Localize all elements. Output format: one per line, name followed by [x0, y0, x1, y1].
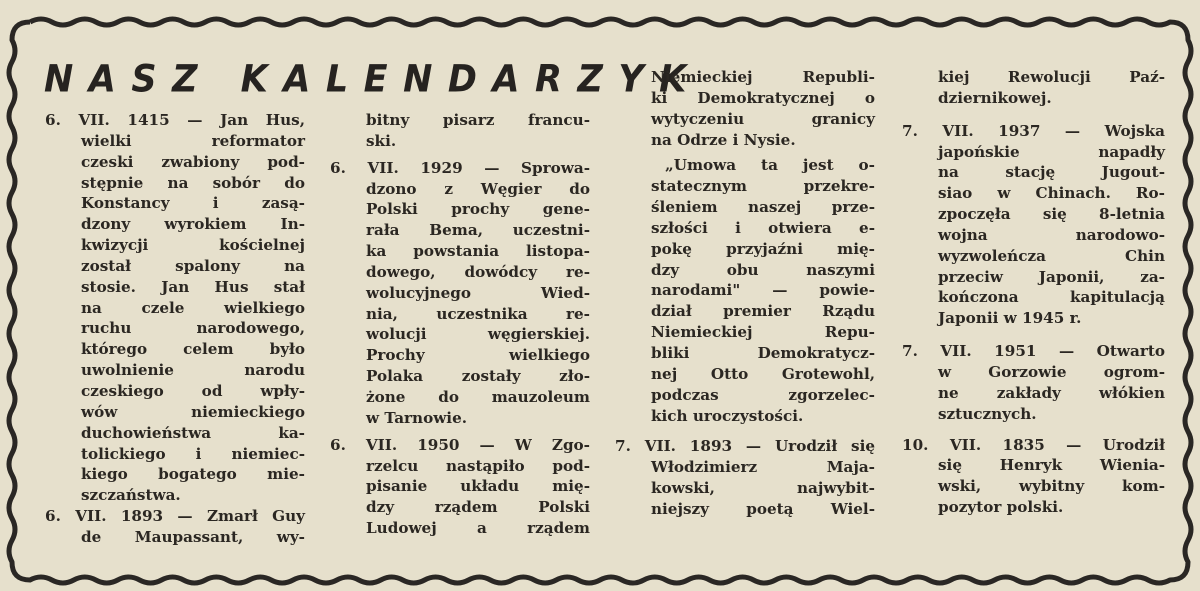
- page-title: NASZ KALENDARZYK: [44, 58, 702, 102]
- entry-text-line: wytyczeniu granicy: [651, 109, 875, 128]
- calendar-entry: [615, 436, 875, 519]
- entry-text-line: dzy rządem Polski: [366, 498, 590, 517]
- entry-text-line: rała Bema, uczestni-: [366, 221, 590, 240]
- calendar-entry: [902, 435, 1165, 518]
- entry-date-line: 6. VII. 1893 — Zmarł Guy: [45, 507, 305, 526]
- entry-text-line: kich uroczystości.: [651, 406, 804, 425]
- entry-text-line: wolucyjnego Wied-: [366, 283, 590, 302]
- entry-text-line: czeskiego od wpły-: [81, 381, 305, 400]
- entry-text-line: japońskie napadły: [938, 142, 1165, 161]
- entry-text-line: ki Demokratycznej o: [651, 88, 875, 107]
- column-3: [615, 67, 875, 520]
- entry-text-line: czeski zwabiony pod-: [81, 152, 305, 171]
- entry-text-line: nej Otto Grotewohl,: [651, 364, 875, 383]
- entry-date-line: 7. VII. 1951 — Otwarto: [902, 342, 1165, 361]
- entry-text-line: statecznym przekre-: [651, 177, 875, 196]
- entry-text-line: którego celem było: [81, 340, 305, 359]
- calendar-entry: [45, 506, 305, 548]
- entry-text-line: de Maupassant, wy-: [81, 527, 305, 546]
- entry-text-line: wski, wybitny kom-: [938, 477, 1165, 496]
- entry-text-line: narodami" — powie-: [651, 281, 875, 300]
- entry-text-line: bitny pisarz francu-: [366, 111, 590, 129]
- entry-text-line: śleniem naszej prze-: [651, 198, 875, 217]
- entry-text-line: uwolnienie narodu: [81, 361, 305, 380]
- entry-text-line: Włodzimierz Maja-: [651, 458, 875, 477]
- entry-text-line: w Tarnowie.: [366, 408, 468, 427]
- entry-date-line: 6. VII. 1950 — W Zgo-: [330, 435, 590, 454]
- entry-text-line: kiego bogatego mie-: [81, 465, 305, 484]
- entry-text-line: na czele wielkiego: [81, 298, 305, 317]
- entry-text-line: ski.: [366, 131, 397, 150]
- column-2: [330, 110, 590, 539]
- entry-text-line: kiej Rewolucji Paź-: [938, 68, 1165, 86]
- entry-text-line: Polski prochy gene-: [366, 200, 590, 219]
- calendar-entry: [902, 67, 1165, 109]
- entry-text-line: na Odrze i Nysie.: [651, 130, 796, 149]
- entry-text-line: nia, uczestnika re-: [366, 304, 590, 323]
- column-1: [45, 110, 305, 548]
- entry-text-line: dowego, dowódcy re-: [366, 262, 590, 281]
- entry-text-line: przeciw Japonii, za-: [938, 267, 1165, 286]
- entry-text-line: kwizycji kościelnej: [81, 236, 305, 255]
- entry-text-line: duchowieństwa ka-: [81, 423, 305, 442]
- entry-text-line: stępnie na sobór do: [81, 173, 305, 192]
- entry-text-line: szłości i otwiera e-: [651, 218, 875, 237]
- entry-text-line: Niemieckiej Repu-: [651, 323, 875, 342]
- entry-text-line: pozytor polski.: [938, 498, 1064, 517]
- entry-text-line: się Henryk Wienia-: [938, 456, 1165, 475]
- entry-date-line: 7. VII. 1937 — Wojska: [902, 121, 1165, 140]
- entry-text-line: Japonii w 1945 r.: [938, 309, 1082, 328]
- entry-text-line: ruchu narodowego,: [81, 319, 305, 338]
- entry-text-line: ne zakłady włókien: [938, 383, 1165, 402]
- entry-text-line: wojna narodowo-: [938, 225, 1165, 244]
- entry-text-line: wolucji węgierskiej.: [366, 325, 590, 344]
- entry-text-line: dział premier Rządu: [651, 302, 875, 321]
- entry-text-line: dzy obu naszymi: [651, 260, 875, 279]
- entry-text-line: wielki reformator: [81, 131, 305, 150]
- entry-text-line: bliki Demokratycz-: [651, 343, 875, 362]
- entry-date-line: 6. VII. 1415 — Jan Hus,: [45, 111, 305, 129]
- calendar-entry: [615, 67, 875, 150]
- entry-text-line: dzony wyrokiem In-: [81, 215, 305, 234]
- entry-date-line: 6. VII. 1929 — Sprowa-: [330, 158, 590, 177]
- calendar-entry: [902, 121, 1165, 329]
- calendar-entry: [330, 110, 590, 152]
- entry-text-line: pokę przyjaźni mię-: [651, 239, 875, 258]
- entry-date-line: 7. VII. 1893 — Urodził się: [615, 437, 875, 456]
- entry-text-line: żone do mauzoleum: [366, 387, 590, 406]
- calendar-entry: [45, 110, 305, 506]
- entry-text-line: Niemieckiej Republi-: [651, 68, 875, 86]
- calendar-entry: [615, 155, 875, 426]
- entry-text-line: niejszy poetą Wiel-: [651, 499, 875, 518]
- entry-text-line: kowski, najwybit-: [651, 479, 875, 498]
- entry-text-line: rzelcu nastąpiło pod-: [366, 456, 590, 475]
- entry-text-line: Konstancy i zasą-: [81, 194, 305, 213]
- entry-text-line: dziernikowej.: [938, 88, 1052, 107]
- entry-text-line: zpoczęła się 8-letnia: [938, 205, 1165, 224]
- entry-text-line: tolickiego i niemiec-: [81, 444, 305, 463]
- entry-text-line: na stację Jugout-: [938, 163, 1165, 182]
- entry-text-line: kończona kapitulacją: [938, 288, 1165, 307]
- entry-text-line: sztucznych.: [938, 404, 1037, 423]
- entry-text-line: siao w Chinach. Ro-: [938, 184, 1165, 203]
- calendar-entry: [330, 435, 590, 539]
- entry-text-line: pisanie układu mię-: [366, 477, 590, 496]
- entry-text-line: Ludowej a rządem: [366, 519, 590, 538]
- calendar-entry: [330, 158, 590, 429]
- entry-text-line: wów niemieckiego: [81, 402, 305, 421]
- entry-date-line: 10. VII. 1835 — Urodził: [902, 435, 1165, 454]
- entry-text-line: „Umowa ta jest o-: [665, 156, 875, 175]
- entry-text-line: szczaństwa.: [81, 486, 181, 505]
- entry-text-line: Prochy wielkiego: [366, 346, 590, 365]
- entry-text-line: dzono z Węgier do: [366, 179, 590, 198]
- entry-text-line: został spalony na: [81, 256, 305, 275]
- entry-text-line: stosie. Jan Hus stał: [81, 277, 305, 296]
- entry-text-line: Polaka zostały zło-: [366, 367, 590, 386]
- calendar-entry: [902, 341, 1165, 424]
- entry-text-line: w Gorzowie ogrom-: [938, 362, 1165, 381]
- entry-text-line: wyzwoleńcza Chin: [938, 246, 1165, 265]
- entry-text-line: ka powstania listopa-: [366, 242, 590, 261]
- entry-text-line: podczas zgorzelec-: [651, 385, 875, 404]
- column-4: [902, 67, 1165, 518]
